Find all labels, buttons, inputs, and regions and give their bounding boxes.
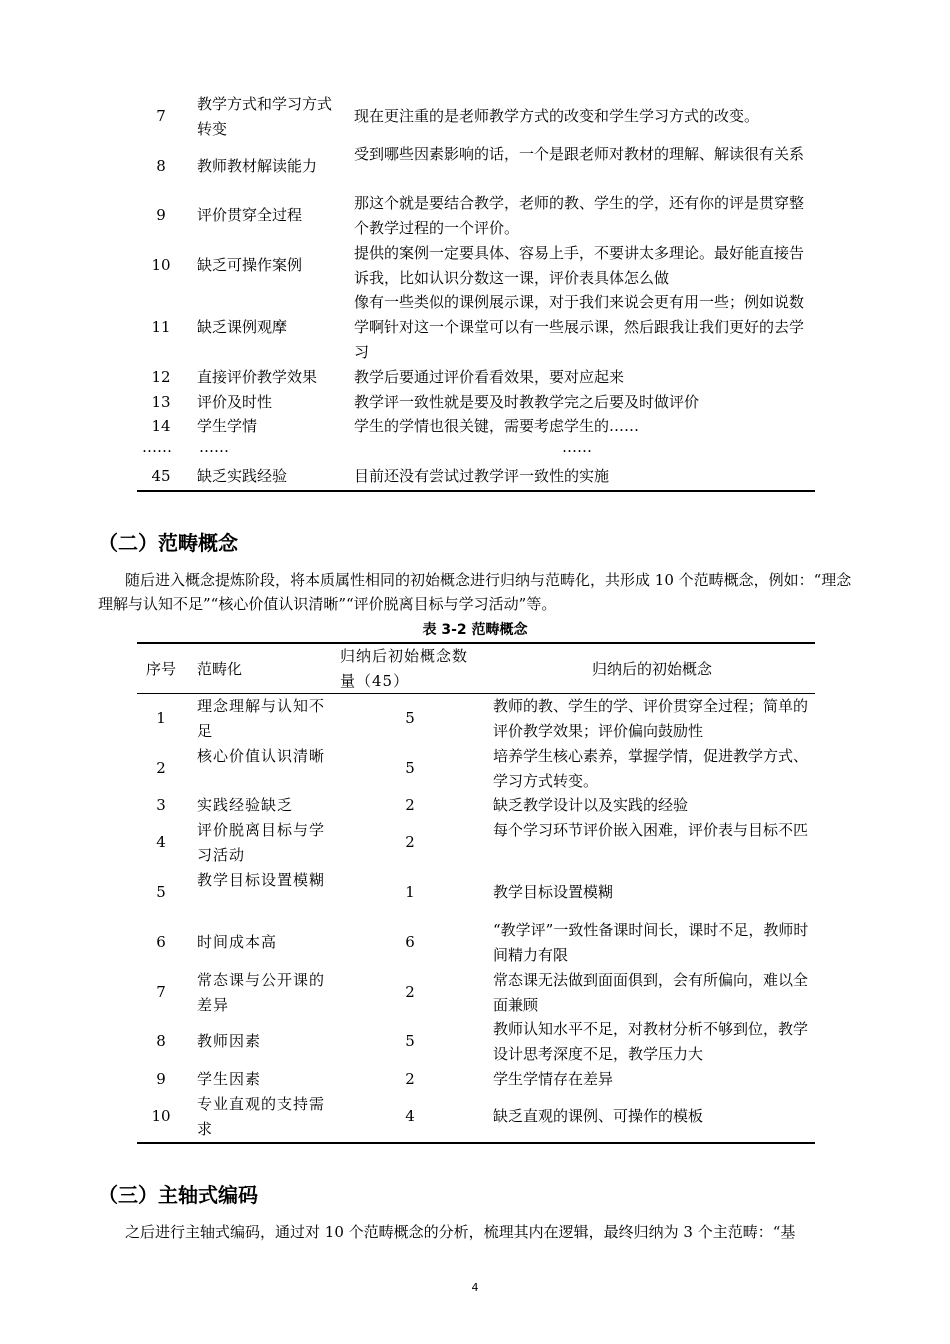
interview-quote: 像有一些类似的课例展示课，对于我们来说会更有用一些；例如说数学啊针对这一个课堂可以有一些展示课，然后跟我让我们更好的去学习 [354,293,805,361]
concept-count: 2 [405,983,415,1001]
grouped-concepts: “教学评”一致性备课时间长，课时不足，教师时间精力有限 [493,921,809,964]
concept-count: 5 [405,1032,415,1050]
section-heading: （三）主轴式编码 [98,1183,258,1207]
category-name: 时间成本高 [197,933,278,951]
initial-concept: 评价及时性 [197,393,273,411]
category-name: 专业直观的支持需求 [197,1095,326,1138]
category-name: 常态课与公开课的差异 [197,971,326,1014]
grouped-concepts: 缺乏直观的课例、可操作的模板 [493,1107,704,1125]
interview-quote: 教学评一致性就是要及时教教学完之后要及时做评价 [354,393,700,411]
header-number: 序号 [145,660,176,678]
body-paragraph: 随后进入概念提炼阶段，将本质属性相同的初始概念进行归纳与范畴化，共形成 10 个范畴概念，例如：“理念理解与认知不足”“核心价值认识清晰”“评价脱离目标与学习活动”等。 [98,571,852,613]
category-name: 学生因素 [197,1070,262,1088]
row-number: 2 [156,759,166,777]
concept-count: 6 [405,933,415,951]
interview-quote: 学生的学情也很关键，需要考虑学生的…… [354,417,640,435]
interview-quote: 受到哪些因素影响的话，一个是跟老师对教材的理解、解读很有关系 [354,145,805,163]
row-number: 11 [151,318,171,336]
interview-quote: …… [562,438,592,456]
category-name: 理念理解与认知不足 [197,697,326,740]
category-name: 教师因素 [197,1032,262,1050]
row-number: 14 [151,417,171,435]
interview-quote: 目前还没有尝试过教学评一致性的实施 [354,467,610,485]
row-number: 7 [156,983,166,1001]
row-number: 4 [156,833,166,851]
row-number: 5 [156,883,166,901]
page-number: 4 [471,1281,479,1294]
body-paragraph: 之后进行主轴式编码，通过对 10 个范畴概念的分析，梳理其内在逻辑，最终归纳为 3 个主范畴：“基 [125,1223,796,1241]
initial-concept: 缺乏课例观摩 [197,318,288,336]
header-concepts: 归纳后的初始概念 [591,660,712,678]
table-caption: 表 3-2 范畴概念 [422,622,528,638]
grouped-concepts: 缺乏教学设计以及实践的经验 [493,796,689,814]
row-number: …… [142,438,172,456]
concept-count: 4 [405,1107,415,1125]
category-name: 评价脱离目标与学习活动 [197,821,326,864]
initial-concept: 教师教材解读能力 [197,157,318,175]
concept-count: 1 [405,883,415,901]
row-number: 9 [156,1070,166,1088]
concept-count: 2 [405,1070,415,1088]
row-number: 8 [156,1032,166,1050]
table-bottom-rule [137,490,815,492]
row-number: 10 [151,1107,171,1125]
concept-count: 5 [405,759,415,777]
interview-quote: 现在更注重的是老师教学方式的改变和学生学习方式的改变。 [354,107,760,125]
interview-quote: 提供的案例一定要具体、容易上手，不要讲太多理论。最好能直接告诉我，比如认识分数这一课，评价表具体怎么做 [354,244,805,287]
initial-concept: 缺乏可操作案例 [197,256,303,274]
category-name: 实践经验缺乏 [197,796,294,814]
interview-quote: 教学后要通过评价看看效果，要对应起来 [354,368,625,386]
row-number: 8 [156,157,166,175]
grouped-concepts: 教师认知水平不足，对教材分析不够到位，教学设计思考深度不足，教学压力大 [493,1020,809,1063]
initial-concept: 评价贯穿全过程 [197,206,303,224]
initial-concept: …… [199,438,229,456]
concept-count: 5 [405,709,415,727]
initial-concept: 学生学情 [197,417,258,435]
grouped-concepts: 常态课无法做到面面俱到，会有所偏向，难以全面兼顾 [493,971,809,1014]
row-number: 12 [151,368,171,386]
grouped-concepts: 教学目标设置模糊 [493,883,614,901]
initial-concept: 直接评价教学效果 [197,368,318,386]
header-category: 范畴化 [197,660,243,678]
grouped-concepts: 每个学习环节评价嵌入困难，评价表与目标不匹 [493,821,809,839]
table-bottom-rule [137,1142,815,1144]
grouped-concepts: 培养学生核心素养，掌握学情，促进教学方式、学习方式转变。 [493,747,809,790]
concept-count: 2 [405,796,415,814]
grouped-concepts: 学生学情存在差异 [493,1070,614,1088]
row-number: 45 [151,467,171,485]
category-name: 教学目标设置模糊 [197,871,326,889]
interview-quote: 那这个就是要结合教学，老师的教、学生的学，还有你的评是贯穿整个教学过程的一个评价。 [354,194,805,237]
header-count: 归纳后初始概念数量（45） [340,647,469,690]
concept-count: 2 [405,833,415,851]
row-number: 6 [156,933,166,951]
row-number: 7 [156,107,166,125]
row-number: 1 [156,709,166,727]
row-number: 13 [151,393,171,411]
row-number: 9 [156,206,166,224]
category-name: 核心价值认识清晰 [197,747,326,765]
row-number: 10 [151,256,171,274]
initial-concept: 教学方式和学习方式转变 [197,95,333,138]
grouped-concepts: 教师的教、学生的学、评价贯穿全过程；简单的评价教学效果；评价偏向鼓励性 [493,697,809,740]
row-number: 3 [156,796,166,814]
section-heading: （二）范畴概念 [98,531,238,555]
initial-concept: 缺乏实践经验 [197,467,288,485]
